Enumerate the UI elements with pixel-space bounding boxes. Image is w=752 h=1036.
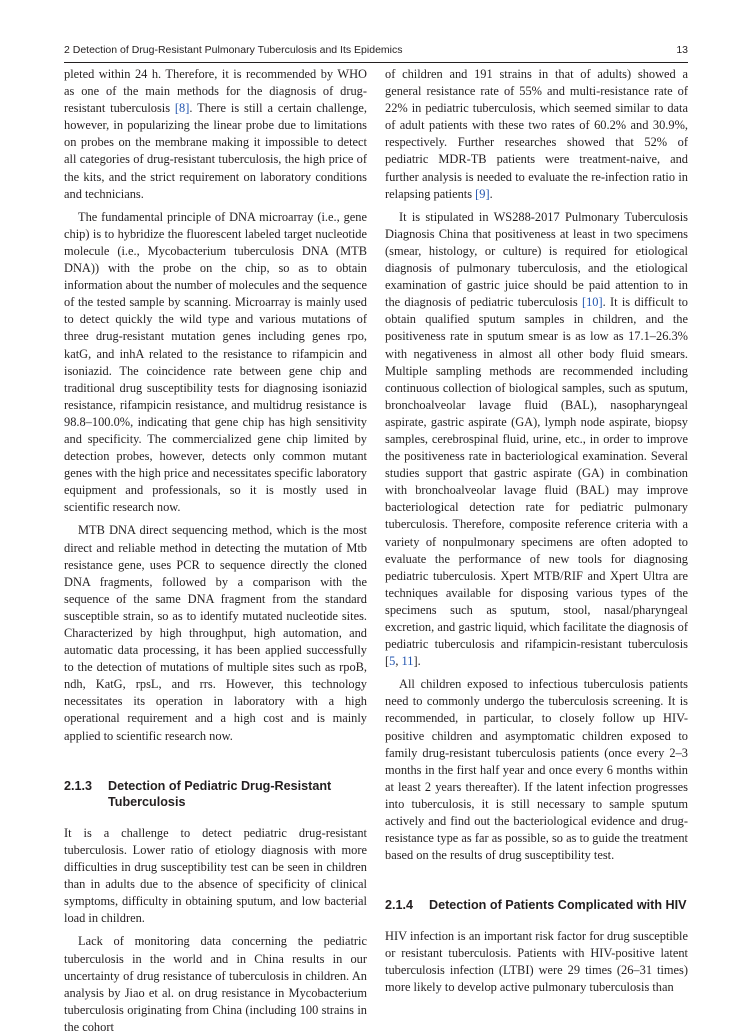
section-heading xyxy=(385,897,688,914)
section-title: Detection of Pediatric Drug-Resistant Tuberculosis xyxy=(108,778,332,810)
section-number: 2.1.3 xyxy=(64,778,93,793)
running-head xyxy=(64,42,688,63)
paragraph-text: . It is difficult to obtain qualified sputum samples in children, and the positiveness rate in sputum smear is as low as 17.1–26.3% with negativeness in almost all other body fluid smears. Multiple sampling methods are recommended including continuous collection of biological samples, such as sputum, bronchoalveolar lavage fluid (BAL), nasopharyngeal aspirate, gastric aspirate (GA), lymph node aspirate, biopsy samples, cerebrospinal fluid, urine, etc., in order to improve the positiveness rate in bacteriological examination. Several studies support that gastric aspirate (GA) in combination with bronchoalveolar lavage fluid (BAL) may improve bacteriological detection rate for pediatric pulmonary tuberculosis. Therefore, composite reference criteria with a variety of nonpulmonary specimens are often adopted to evaluate the performance of new tools for diagnosing pediatric tuberculosis. Xpert MTB/RIF and Xpert Ultra are techniques available for disposing various types of the specimens such as sputum, stool, nasal/pharyngeal excretion, and gastric liquid, which facilitate the diagnosis of pediatric tuberculosis and rifampicin-resistant tuberculosis [ xyxy=(385,295,688,669)
citation-link[interactable]: 5 xyxy=(389,654,396,669)
citation-link[interactable]: [8] xyxy=(174,101,190,116)
left-column xyxy=(64,66,367,1036)
citation-link[interactable]: [9] xyxy=(475,186,490,201)
paragraph-text: . There is still a certain challenge, however, in popularizing the linear probe due to limitations on probes on the membrane making it impossible to detect all categories of drug-resistant tuberculosis, the high price of the kits, and the strict requirement on laboratory conditions and technicians. xyxy=(64,101,367,201)
paragraph: MTB DNA direct sequencing method, which is the most direct and reliable method in detecting the mutation of Mtb resistance gene, uses PCR to sequence directly the cloned DNA fragments, followed by a comparison with the sequence of the same DNA fragment from the standard susceptible strain, so as to identify mutated nucleotide sites. Characterized by high throughput, high automation, and automatic data processing, it has been applied successfully to the detection of mutations of multiple sites such as rpoB, ndh, KatG, rpsL, and rrs. However, this technology necessitates its operation in laboratory with a high operational requirement and a high cost and is mainly applied to scientific research now. xyxy=(64,523,367,743)
chapter-title: 2 Detection of Drug-Resistant Pulmonary Tuberculosis and Its Epidemics xyxy=(64,44,403,56)
citation-link[interactable]: [10] xyxy=(581,295,603,310)
section-title: Detection of Patients Complicated with HIV xyxy=(429,898,687,913)
paragraph-text: It is stipulated in WS288-2017 Pulmonary Tuberculosis Diagnosis China that positiveness at least in two specimens (smear, histology, or culture) is required for etiological diagnosis of pulmonary tuberculosis, and the etiological examination of gastric juice should be paid attention to in the diagnosis of pediatric tuberculosis xyxy=(385,209,688,310)
paragraph-text: ]. xyxy=(413,654,421,669)
section-heading xyxy=(64,778,367,811)
paragraph-text: of children and 191 strains in that of adults) showed a general resistance rate of 55% and multi-resistance rate of 22% in pediatric tuberculosis, which seemed similar to data of adult patients with these two rates of 60.2% and 30.9%, respectively. Further researches showed that 52% of pediatric MDR-TB patients were treatment-naive, and further analysis is needed to evaluate the re-infection ratio in relapsing patients xyxy=(385,67,688,201)
section-number: 2.1.4 xyxy=(385,898,414,913)
paragraph xyxy=(385,209,688,671)
paragraph: HIV infection is an important risk factor for drug susceptible or resistant tuberculosis. Patients with HIV-positive latent tuberculosis infection (LTBI) were 29 times (26–31 times) more likely to develop active pulmonary tuberculosis than xyxy=(385,928,688,995)
page-number: 13 xyxy=(676,44,688,56)
paragraph-text: , xyxy=(395,654,402,669)
paragraph: Lack of monitoring data concerning the pediatric tuberculosis in the world and in China results in our uncertainty of drug resistance of tuberculosis in children. An analysis by Jiao et al. on drug resistance in Mycobacterium tuberculosis originating from China (including 100 strains in the cohort xyxy=(64,934,367,1034)
citation-link[interactable]: 11 xyxy=(401,654,414,669)
paragraph: The fundamental principle of DNA microarray (i.e., gene chip) is to hybridize the fluorescent labeled target nucleotide molecule (i.e., Mycobacterium tuberculosis DNA (MTB DNA)) with the probe on the chip, so as to obtain information about the number of molecules and the sequence of the tested sample by scanning. Microarray is mainly used to detect quickly the wild type and various mutations of three drug-resistant mutation genes including genes rpo, katG, and inhA related to the resistance to rifampicin and isoniazid. The coincidence rate between gene chip and traditional drug susceptibility tests for diagnosing isoniazid resistance, rifampicin resistance, and multidrug resistance is 98.8–100.0%, indicating that gene chip has high sensitivity and specificity. The commercialized gene chip limited by detection probes, however, detects only common mutant genes with the high price and necessitates specific laboratory equipment and professionals, so it is mostly used in scientific research now. xyxy=(64,209,367,515)
paragraph-text: pleted within 24 h. Therefore, it is recommended by WHO as one of the main methods for the diagnosis of drug-resistant tuberculosis xyxy=(64,67,367,116)
paragraph: All children exposed to infectious tuberculosis patients need to commonly undergo the tuberculosis screening. It is recommended, in particular, to closely follow up HIV-positive children and asymptomatic children exposed to family drug-resistant tuberculosis patients (once every 2–3 months in the first half year and once every 6 months within at least 2 years thereafter). If the latent infection progresses into tuberculosis, it is still necessary to sample sputum actively and find out the bacteriological evidence and drug-resistance type as far as possible, so as to guide the treatment based on the results of drug susceptibility test. xyxy=(385,677,688,863)
paragraph-text: . xyxy=(489,186,493,201)
paragraph: It is a challenge to detect pediatric drug-resistant tuberculosis. Lower ratio of etiology diagnosis with more difficulties in drug susceptibility test can be seen in children than in adults due to the absence of specificity of clinical symptoms, difficulty in obtaining sputum, and low bacterial load in children. xyxy=(64,825,367,926)
paragraph xyxy=(64,66,367,203)
right-column xyxy=(385,66,688,996)
paragraph xyxy=(385,66,688,203)
